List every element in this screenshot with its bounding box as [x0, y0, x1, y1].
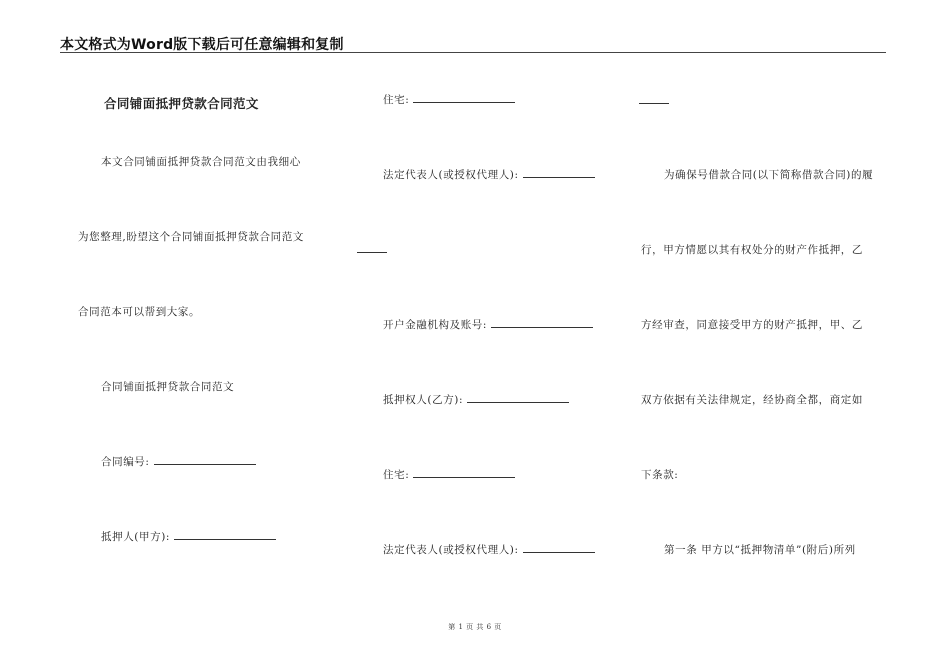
legal-rep-label-1: 法定代表人(或授权代理人):	[383, 169, 519, 181]
contract-number-blank	[154, 464, 256, 465]
bank-account-label: 开户金融机构及账号:	[383, 319, 488, 331]
mortgagor-field	[101, 529, 276, 544]
intro-line-1: 本文合同铺面抵押贷款合同范文由我细心	[101, 156, 301, 168]
clause-line-5: 下条款:	[641, 469, 679, 481]
mortgagee-field	[383, 392, 569, 407]
header-divider	[60, 52, 886, 53]
clause-line-6: 第一条 甲方以“抵押物清单”(附后)所列	[664, 544, 856, 556]
address-label-1: 住宅:	[383, 94, 410, 106]
mortgagee-label: 抵押权人(乙方):	[383, 394, 464, 406]
col3-leading-blank	[639, 103, 669, 104]
legal-rep-blank-2	[523, 552, 595, 553]
clause-line-2: 行，甲方情愿以其有权处分的财产作抵押，乙	[641, 244, 863, 256]
document-header-banner: 本文格式为Word版下载后可任意编辑和复制	[60, 37, 344, 53]
legal-rep-field-2	[383, 542, 595, 557]
contract-number-label: 合同编号:	[101, 456, 150, 468]
intro-line-2: 为您整理,盼望这个合同铺面抵押贷款合同范文	[78, 231, 304, 243]
address-blank-1	[413, 102, 515, 103]
page-number-footer: 第 1 页 共 6 页	[448, 623, 502, 631]
mortgagor-blank	[174, 539, 276, 540]
contract-number-field	[101, 454, 256, 469]
bank-account-blank	[491, 327, 593, 328]
address-label-2: 住宅:	[383, 469, 410, 481]
clause-line-4: 双方依据有关法律规定，经协商全都，商定如	[641, 394, 863, 406]
mortgagor-label: 抵押人(甲方):	[101, 531, 171, 543]
clause-line-3: 方经审查，同意接受甲方的财产抵押，甲、乙	[641, 319, 863, 331]
intro-line-3: 合同范本可以帮到大家。	[78, 306, 201, 318]
legal-rep-label-2: 法定代表人(或授权代理人):	[383, 544, 519, 556]
mortgagee-blank	[467, 402, 569, 403]
legal-rep-blank-1	[523, 177, 595, 178]
bank-account-field	[383, 317, 593, 332]
address-field-2	[383, 467, 515, 482]
address-blank-2	[413, 477, 515, 478]
document-title: 合同铺面抵押贷款合同范文	[104, 96, 259, 111]
address-field-1	[383, 92, 515, 107]
section-subtitle: 合同铺面抵押贷款合同范文	[101, 381, 235, 393]
continuation-blank	[357, 252, 387, 253]
clause-line-1: 为确保号借款合同(以下简称借款合同)的履	[664, 169, 874, 181]
legal-rep-field-1	[383, 167, 595, 182]
